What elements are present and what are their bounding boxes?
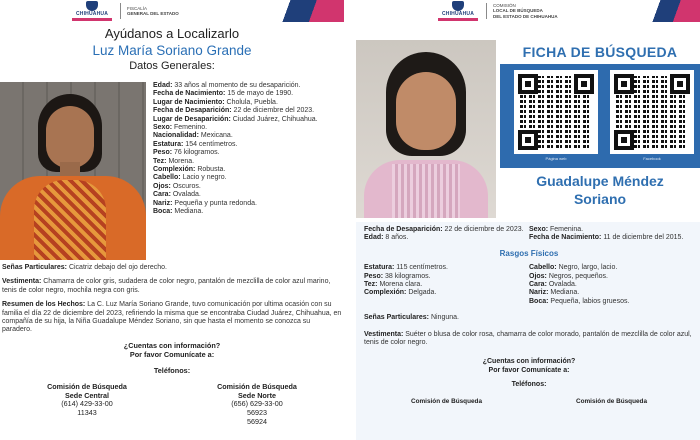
- qr-caption-facebook: Facebook: [643, 156, 661, 161]
- org-name: [493, 3, 558, 20]
- fact-row: Sexo: Femenina.: [529, 226, 584, 233]
- fact-row: Peso: 76 kilogramos.: [153, 149, 220, 157]
- chihuahua-logo: [436, 1, 480, 21]
- org-name: [127, 6, 179, 17]
- traits-right: Cabello: Negro, largo, lacio. Ojos: Negros, pequeños. Cara: Ovalada. Nariz: Mediana. Boca: Pequeña, labios gruesos.: [529, 264, 630, 305]
- phones-heading: Teléfonos:: [511, 381, 547, 389]
- right-details: [364, 226, 694, 406]
- clothing: Vestimenta: Chamarra de color gris, sudadera de color negro, pantalón de mezclilla de color azul marino, tenis de color negro, mochila negra con gris.: [2, 278, 331, 294]
- left-header: [0, 0, 344, 22]
- fact-row: Fecha de Desaparición: 22 de diciembre del 2023.: [153, 107, 315, 115]
- fact-row: Edad: 8 años.: [364, 234, 409, 242]
- header-divider: [486, 3, 487, 19]
- info-row: [364, 226, 694, 234]
- contact-1: Comisión de Búsqueda: [410, 397, 482, 405]
- org-line-2: GENERAL DEL ESTADO: [127, 11, 179, 16]
- contact-2: Comisión de Búsqueda: [575, 397, 647, 405]
- fact-row: Fecha de Nacimiento: 15 de mayo de 1990.: [153, 90, 294, 98]
- header-divider: [120, 3, 121, 19]
- logo-text: CHIHUAHUA: [441, 11, 475, 17]
- fact-row: Edad: 33 años al momento de su desaparición.: [153, 82, 301, 89]
- chihuahua-logo: [70, 1, 114, 21]
- fact-row: Sexo: Femenino.: [153, 124, 208, 132]
- fact-row: Lugar de Desaparición: Ciudad Juárez, Chihuahua.: [153, 115, 318, 123]
- shield-icon: [452, 1, 464, 11]
- contact-central: Comisión de Búsqueda Sede Central (614) 429-33-00 11343: [47, 382, 127, 418]
- fact-row: Lugar de Nacimiento: Cholula, Puebla.: [153, 98, 278, 106]
- qr-code-website[interactable]: [514, 70, 598, 154]
- header-color-band: [264, 0, 344, 22]
- person-name: Luz María Soriano Grande: [92, 43, 252, 58]
- summary-of-events: Resumen de los Hechos: La C. Luz María Soriano Grande, tuvo comunicación por ultima ocasión con su familia el día 22 de diciembre del 2023, refiriendo la misma que se encontraba Ciudad Juárez, Chihuahua, en compañía de su hija, la Niña Guadalupe Méndez Soriano, sin que hasta el momento se conozca su paradero.: [2, 301, 342, 334]
- right-flyer: [356, 0, 700, 440]
- fact-row: Nacionalidad: Mexicana.: [153, 132, 233, 140]
- qr-code-facebook[interactable]: [610, 70, 694, 154]
- header-color-band: [640, 0, 700, 22]
- traits-grid: [364, 264, 694, 306]
- person-photo: [0, 82, 146, 260]
- fact-row: Fecha de Desaparición: 22 de diciembre de 2023.: [364, 226, 524, 233]
- contact-list: [2, 383, 342, 426]
- section-heading: Datos Generales:: [129, 60, 215, 72]
- fact-row: Nariz: Pequeña y punta redonda.: [153, 199, 257, 207]
- right-header: [356, 0, 700, 22]
- info-prompt: ¿Cuentas con información? Por favor Comunícate a:: [482, 358, 576, 375]
- physical-traits-heading: Rasgos Físicos: [499, 248, 559, 258]
- flyer-title: FICHA DE BÚSQUEDA: [522, 44, 678, 60]
- left-details: [2, 264, 342, 426]
- distinguishing-marks: Señas Particulares: Cicatriz debajo del ojo derecho.: [2, 264, 167, 271]
- contact-norte: Comisión de Búsqueda Sede Norte (656) 629-33-00 56923 56924: [217, 382, 297, 426]
- fact-row: Cabello: Lacio y negro.: [153, 174, 227, 182]
- org-line-1: COMISIÓN: [493, 2, 516, 8]
- shield-icon: [86, 1, 98, 11]
- qr-caption-website: Página web: [545, 156, 567, 161]
- fact-row: Tez: Morena.: [153, 157, 195, 165]
- logo-text: CHIHUAHUA: [75, 11, 109, 17]
- fact-row: Complexión: Robusta.: [153, 166, 226, 174]
- panel-divider: [344, 0, 356, 440]
- org-line-3: DEL ESTADO DE CHIHUAHUA: [493, 13, 558, 19]
- general-data-list: [153, 82, 339, 217]
- org-line-2: LOCAL DE BÚSQUEDA: [493, 8, 543, 14]
- left-flyer: [0, 0, 344, 440]
- fact-row: Ojos: Oscuros.: [153, 182, 201, 190]
- fact-row: Boca: Mediana.: [153, 208, 204, 216]
- fact-row: Estatura: 154 centímetros.: [153, 140, 238, 148]
- fact-row: Cara: Ovalada.: [153, 191, 201, 199]
- flyer-title: Ayúdanos a Localizarlo: [104, 26, 240, 41]
- logo-stripe: [438, 18, 478, 21]
- info-row: [364, 234, 694, 242]
- child-photo: [356, 40, 496, 218]
- fact-row: Fecha de Nacimiento: 11 de diciembre del 2015.: [529, 234, 684, 242]
- info-prompt: ¿Cuentas con información? Por favor Comunícate a:: [123, 340, 221, 359]
- child-name: Guadalupe Méndez Soriano: [536, 173, 664, 207]
- traits-left: Estatura: 115 centímetros. Peso: 38 kilogramos. Tez: Morena clara. Complexión: Delgada.: [364, 264, 448, 297]
- org-line-1: FISCALÍA: [127, 5, 148, 11]
- distinguishing-marks: Señas Particulares: Ninguna.: [364, 314, 459, 322]
- clothing: Vestimenta: Suéter o blusa de color rosa, chamarra de color morado, pantalón de mezclilla de color azul, tenis de color negro.: [364, 330, 692, 347]
- contact-list: [364, 398, 694, 406]
- logo-stripe: [72, 18, 112, 21]
- phones-heading: Teléfonos:: [153, 365, 191, 375]
